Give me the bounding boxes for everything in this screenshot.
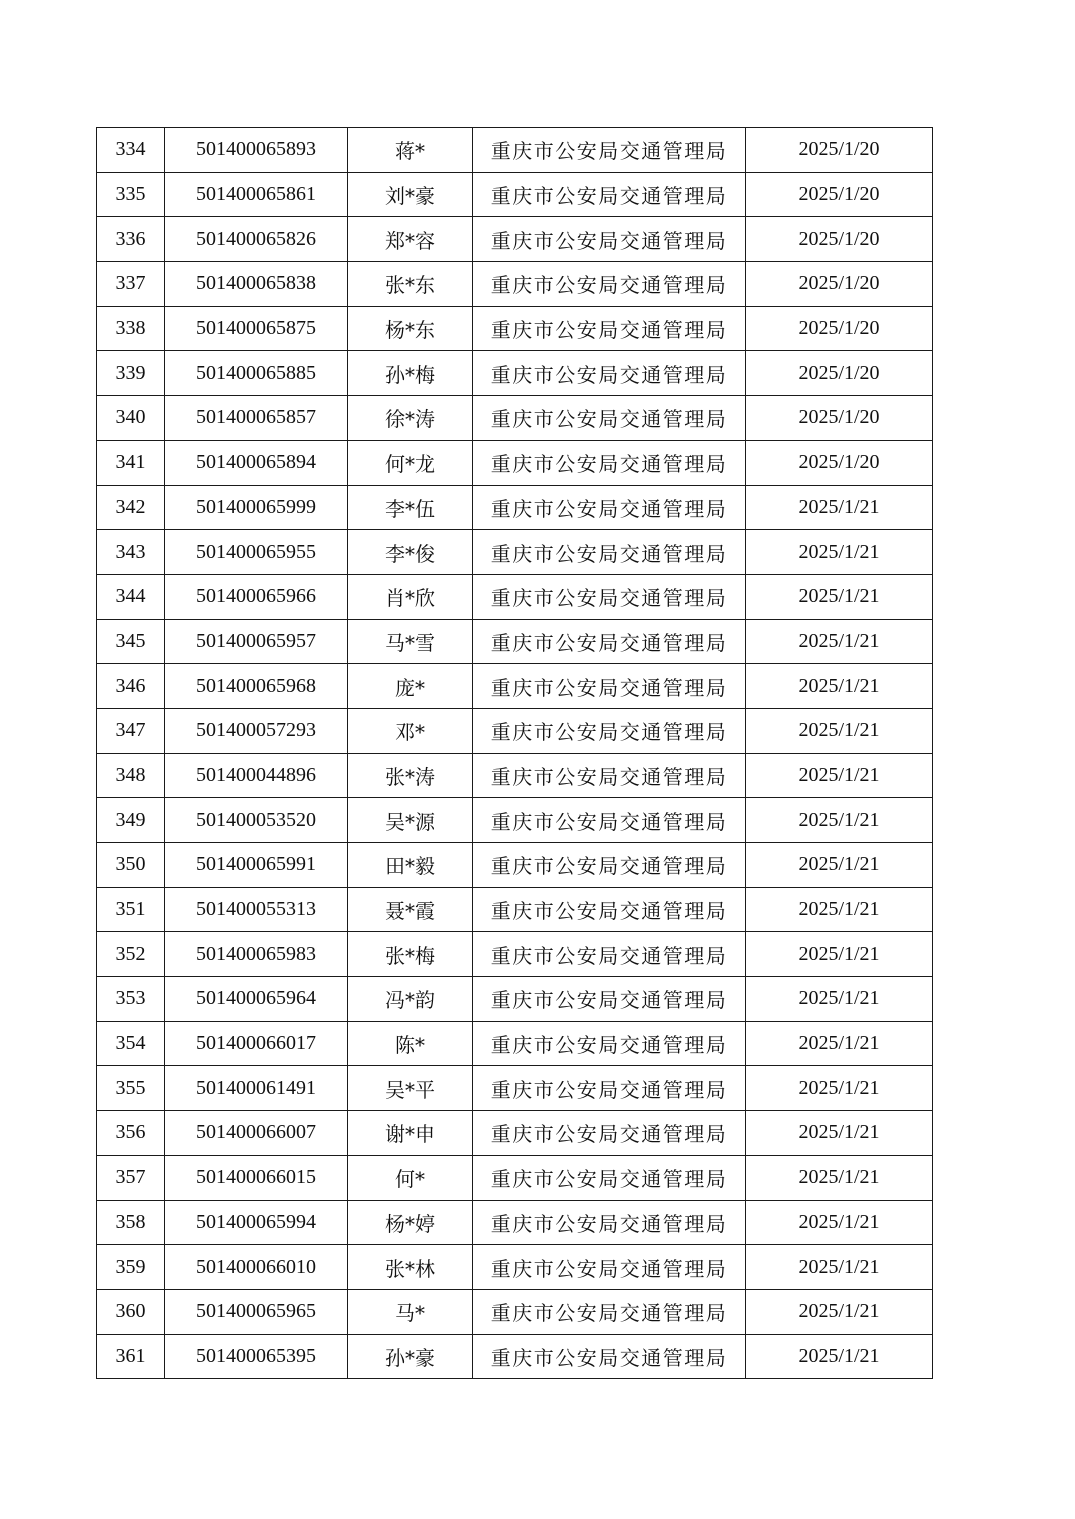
table-row <box>97 485 933 530</box>
date-cell: 2025/1/20 <box>746 217 933 262</box>
date-cell: 2025/1/21 <box>746 1334 933 1379</box>
record-id-cell: 501400065991 <box>165 843 348 888</box>
record-id-cell: 501400065955 <box>165 530 348 575</box>
record-id-cell: 501400065965 <box>165 1289 348 1334</box>
record-id-cell: 501400065968 <box>165 664 348 709</box>
record-id-cell: 501400065861 <box>165 172 348 217</box>
organization-cell: 重庆市公安局交通管理局 <box>473 1245 746 1290</box>
organization-cell: 重庆市公安局交通管理局 <box>473 1289 746 1334</box>
table-row <box>97 1245 933 1290</box>
person-name-cell: 张*林 <box>348 1245 473 1290</box>
table-row <box>97 753 933 798</box>
record-id-cell: 501400066015 <box>165 1155 348 1200</box>
record-id-cell: 501400065999 <box>165 485 348 530</box>
organization-cell: 重庆市公安局交通管理局 <box>473 440 746 485</box>
record-id-cell: 501400065838 <box>165 262 348 307</box>
person-name-cell: 邓* <box>348 708 473 753</box>
organization-cell: 重庆市公安局交通管理局 <box>473 1111 746 1156</box>
person-name-cell: 陈* <box>348 1021 473 1066</box>
record-id-cell: 501400065964 <box>165 977 348 1022</box>
date-cell: 2025/1/21 <box>746 798 933 843</box>
date-cell: 2025/1/20 <box>746 262 933 307</box>
person-name-cell: 张*东 <box>348 262 473 307</box>
organization-cell: 重庆市公安局交通管理局 <box>473 932 746 977</box>
date-cell: 2025/1/21 <box>746 664 933 709</box>
person-name-cell: 郑*容 <box>348 217 473 262</box>
organization-cell: 重庆市公安局交通管理局 <box>473 485 746 530</box>
table-row <box>97 351 933 396</box>
record-id-cell: 501400065894 <box>165 440 348 485</box>
table-row <box>97 664 933 709</box>
date-cell: 2025/1/21 <box>746 1155 933 1200</box>
record-id-cell: 501400065957 <box>165 619 348 664</box>
table-row <box>97 217 933 262</box>
serial-number-cell: 335 <box>97 172 165 217</box>
serial-number-cell: 334 <box>97 128 165 173</box>
table-row <box>97 887 933 932</box>
organization-cell: 重庆市公安局交通管理局 <box>473 977 746 1022</box>
organization-cell: 重庆市公安局交通管理局 <box>473 887 746 932</box>
table-row <box>97 1066 933 1111</box>
organization-cell: 重庆市公安局交通管理局 <box>473 530 746 575</box>
organization-cell: 重庆市公安局交通管理局 <box>473 306 746 351</box>
record-id-cell: 501400065857 <box>165 396 348 441</box>
organization-cell: 重庆市公安局交通管理局 <box>473 798 746 843</box>
table-row <box>97 1334 933 1379</box>
serial-number-cell: 356 <box>97 1111 165 1156</box>
serial-number-cell: 337 <box>97 262 165 307</box>
date-cell: 2025/1/21 <box>746 753 933 798</box>
serial-number-cell: 346 <box>97 664 165 709</box>
date-cell: 2025/1/21 <box>746 887 933 932</box>
person-name-cell: 孙*梅 <box>348 351 473 396</box>
person-name-cell: 杨*东 <box>348 306 473 351</box>
organization-cell: 重庆市公安局交通管理局 <box>473 128 746 173</box>
serial-number-cell: 349 <box>97 798 165 843</box>
record-id-cell: 501400055313 <box>165 887 348 932</box>
date-cell: 2025/1/21 <box>746 574 933 619</box>
date-cell: 2025/1/21 <box>746 1021 933 1066</box>
person-name-cell: 谢*申 <box>348 1111 473 1156</box>
records-table-body <box>97 128 933 1379</box>
record-id-cell: 501400044896 <box>165 753 348 798</box>
record-id-cell: 501400066010 <box>165 1245 348 1290</box>
person-name-cell: 刘*豪 <box>348 172 473 217</box>
serial-number-cell: 360 <box>97 1289 165 1334</box>
date-cell: 2025/1/20 <box>746 440 933 485</box>
date-cell: 2025/1/21 <box>746 932 933 977</box>
person-name-cell: 李*伍 <box>348 485 473 530</box>
organization-cell: 重庆市公安局交通管理局 <box>473 396 746 441</box>
organization-cell: 重庆市公安局交通管理局 <box>473 172 746 217</box>
serial-number-cell: 350 <box>97 843 165 888</box>
date-cell: 2025/1/20 <box>746 396 933 441</box>
person-name-cell: 何* <box>348 1155 473 1200</box>
serial-number-cell: 339 <box>97 351 165 396</box>
record-id-cell: 501400065994 <box>165 1200 348 1245</box>
person-name-cell: 吴*源 <box>348 798 473 843</box>
table-row <box>97 708 933 753</box>
serial-number-cell: 361 <box>97 1334 165 1379</box>
date-cell: 2025/1/21 <box>746 1200 933 1245</box>
serial-number-cell: 345 <box>97 619 165 664</box>
table-row <box>97 396 933 441</box>
serial-number-cell: 357 <box>97 1155 165 1200</box>
person-name-cell: 马* <box>348 1289 473 1334</box>
person-name-cell: 吴*平 <box>348 1066 473 1111</box>
serial-number-cell: 336 <box>97 217 165 262</box>
organization-cell: 重庆市公安局交通管理局 <box>473 351 746 396</box>
person-name-cell: 张*梅 <box>348 932 473 977</box>
date-cell: 2025/1/21 <box>746 530 933 575</box>
record-id-cell: 501400061491 <box>165 1066 348 1111</box>
person-name-cell: 冯*韵 <box>348 977 473 1022</box>
person-name-cell: 马*雪 <box>348 619 473 664</box>
table-row <box>97 619 933 664</box>
date-cell: 2025/1/20 <box>746 172 933 217</box>
table-row <box>97 1111 933 1156</box>
person-name-cell: 聂*霞 <box>348 887 473 932</box>
organization-cell: 重庆市公安局交通管理局 <box>473 1066 746 1111</box>
person-name-cell: 徐*涛 <box>348 396 473 441</box>
person-name-cell: 孙*豪 <box>348 1334 473 1379</box>
record-id-cell: 501400057293 <box>165 708 348 753</box>
record-id-cell: 501400053520 <box>165 798 348 843</box>
record-id-cell: 501400065966 <box>165 574 348 619</box>
date-cell: 2025/1/21 <box>746 1111 933 1156</box>
table-row <box>97 440 933 485</box>
organization-cell: 重庆市公安局交通管理局 <box>473 1021 746 1066</box>
record-id-cell: 501400065826 <box>165 217 348 262</box>
person-name-cell: 庞* <box>348 664 473 709</box>
table-row <box>97 1155 933 1200</box>
table-row <box>97 843 933 888</box>
serial-number-cell: 358 <box>97 1200 165 1245</box>
serial-number-cell: 348 <box>97 753 165 798</box>
date-cell: 2025/1/21 <box>746 708 933 753</box>
table-row <box>97 1289 933 1334</box>
serial-number-cell: 343 <box>97 530 165 575</box>
serial-number-cell: 340 <box>97 396 165 441</box>
record-id-cell: 501400065885 <box>165 351 348 396</box>
organization-cell: 重庆市公安局交通管理局 <box>473 574 746 619</box>
records-table <box>96 127 933 1379</box>
record-id-cell: 501400065875 <box>165 306 348 351</box>
date-cell: 2025/1/21 <box>746 619 933 664</box>
serial-number-cell: 347 <box>97 708 165 753</box>
date-cell: 2025/1/21 <box>746 977 933 1022</box>
serial-number-cell: 359 <box>97 1245 165 1290</box>
person-name-cell: 蒋* <box>348 128 473 173</box>
serial-number-cell: 341 <box>97 440 165 485</box>
table-row <box>97 574 933 619</box>
table-row <box>97 530 933 575</box>
date-cell: 2025/1/21 <box>746 1289 933 1334</box>
serial-number-cell: 338 <box>97 306 165 351</box>
serial-number-cell: 352 <box>97 932 165 977</box>
organization-cell: 重庆市公安局交通管理局 <box>473 664 746 709</box>
organization-cell: 重庆市公安局交通管理局 <box>473 1334 746 1379</box>
organization-cell: 重庆市公安局交通管理局 <box>473 262 746 307</box>
table-row <box>97 128 933 173</box>
person-name-cell: 李*俊 <box>348 530 473 575</box>
person-name-cell: 张*涛 <box>348 753 473 798</box>
record-id-cell: 501400066017 <box>165 1021 348 1066</box>
serial-number-cell: 344 <box>97 574 165 619</box>
person-name-cell: 田*毅 <box>348 843 473 888</box>
organization-cell: 重庆市公安局交通管理局 <box>473 843 746 888</box>
date-cell: 2025/1/21 <box>746 1245 933 1290</box>
record-id-cell: 501400065893 <box>165 128 348 173</box>
organization-cell: 重庆市公安局交通管理局 <box>473 1200 746 1245</box>
serial-number-cell: 353 <box>97 977 165 1022</box>
table-row <box>97 977 933 1022</box>
serial-number-cell: 342 <box>97 485 165 530</box>
date-cell: 2025/1/21 <box>746 843 933 888</box>
table-row <box>97 1021 933 1066</box>
date-cell: 2025/1/21 <box>746 485 933 530</box>
organization-cell: 重庆市公安局交通管理局 <box>473 1155 746 1200</box>
person-name-cell: 杨*婷 <box>348 1200 473 1245</box>
table-row <box>97 172 933 217</box>
organization-cell: 重庆市公安局交通管理局 <box>473 619 746 664</box>
table-row <box>97 1200 933 1245</box>
date-cell: 2025/1/20 <box>746 306 933 351</box>
record-id-cell: 501400065983 <box>165 932 348 977</box>
table-row <box>97 932 933 977</box>
record-id-cell: 501400065395 <box>165 1334 348 1379</box>
record-id-cell: 501400066007 <box>165 1111 348 1156</box>
table-row <box>97 798 933 843</box>
date-cell: 2025/1/20 <box>746 351 933 396</box>
table-row <box>97 262 933 307</box>
organization-cell: 重庆市公安局交通管理局 <box>473 217 746 262</box>
organization-cell: 重庆市公安局交通管理局 <box>473 753 746 798</box>
person-name-cell: 肖*欣 <box>348 574 473 619</box>
person-name-cell: 何*龙 <box>348 440 473 485</box>
organization-cell: 重庆市公安局交通管理局 <box>473 708 746 753</box>
date-cell: 2025/1/20 <box>746 128 933 173</box>
serial-number-cell: 354 <box>97 1021 165 1066</box>
date-cell: 2025/1/21 <box>746 1066 933 1111</box>
table-row <box>97 306 933 351</box>
serial-number-cell: 355 <box>97 1066 165 1111</box>
serial-number-cell: 351 <box>97 887 165 932</box>
